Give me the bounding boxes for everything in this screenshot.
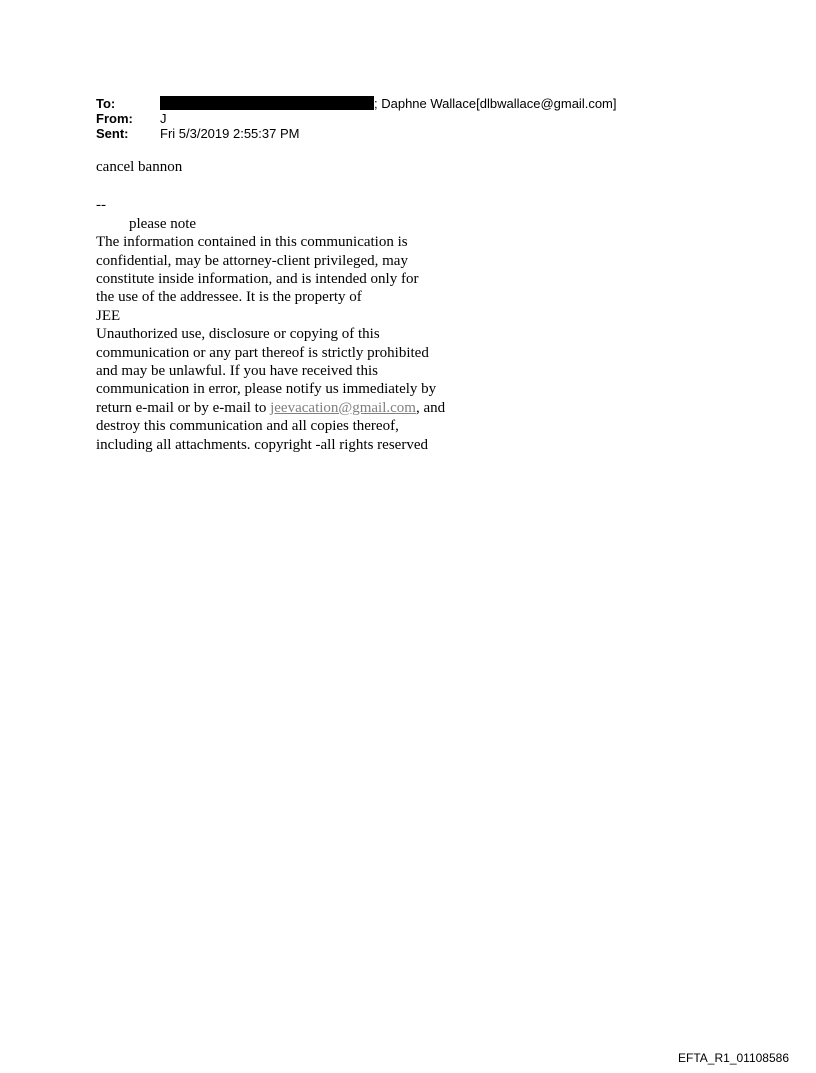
to-label: To:	[96, 96, 116, 111]
disclaimer-part-1: The information contained in this communication is confidential, may be attorney-client privileged, may constitute inside information, and is intended only for the use of the addressee. It is the property of JEE Unauthorized use, disclosure or copying of this communication or any part thereof is strictly prohibited and may be unlawful. If you have received this communication in error, please notify us immediately by return e-mail or by e-mail to	[96, 234, 437, 416]
from-value: J	[160, 111, 167, 126]
sent-label: Sent:	[96, 126, 129, 141]
signature-separator: --	[96, 197, 106, 214]
message-text: cancel bannon	[96, 159, 183, 175]
disclaimer-part-2: , and destroy this communication and all copies thereof, including all attachments. copyright -all rights reserved	[96, 399, 446, 453]
sent-value: Fri 5/3/2019 2:55:37 PM	[160, 126, 300, 141]
to-value: ; Daphne Wallace[dlbwallace@gmail.com]	[374, 96, 617, 111]
from-label: From:	[96, 111, 133, 126]
disclaimer-text	[96, 233, 496, 454]
email-body	[96, 158, 496, 454]
document-id: EFTA_R1_01108586	[678, 1051, 789, 1065]
note-title: please note	[129, 215, 197, 232]
email-link[interactable]: jeevacation@gmail.com	[270, 399, 416, 416]
redaction-box	[160, 96, 374, 110]
